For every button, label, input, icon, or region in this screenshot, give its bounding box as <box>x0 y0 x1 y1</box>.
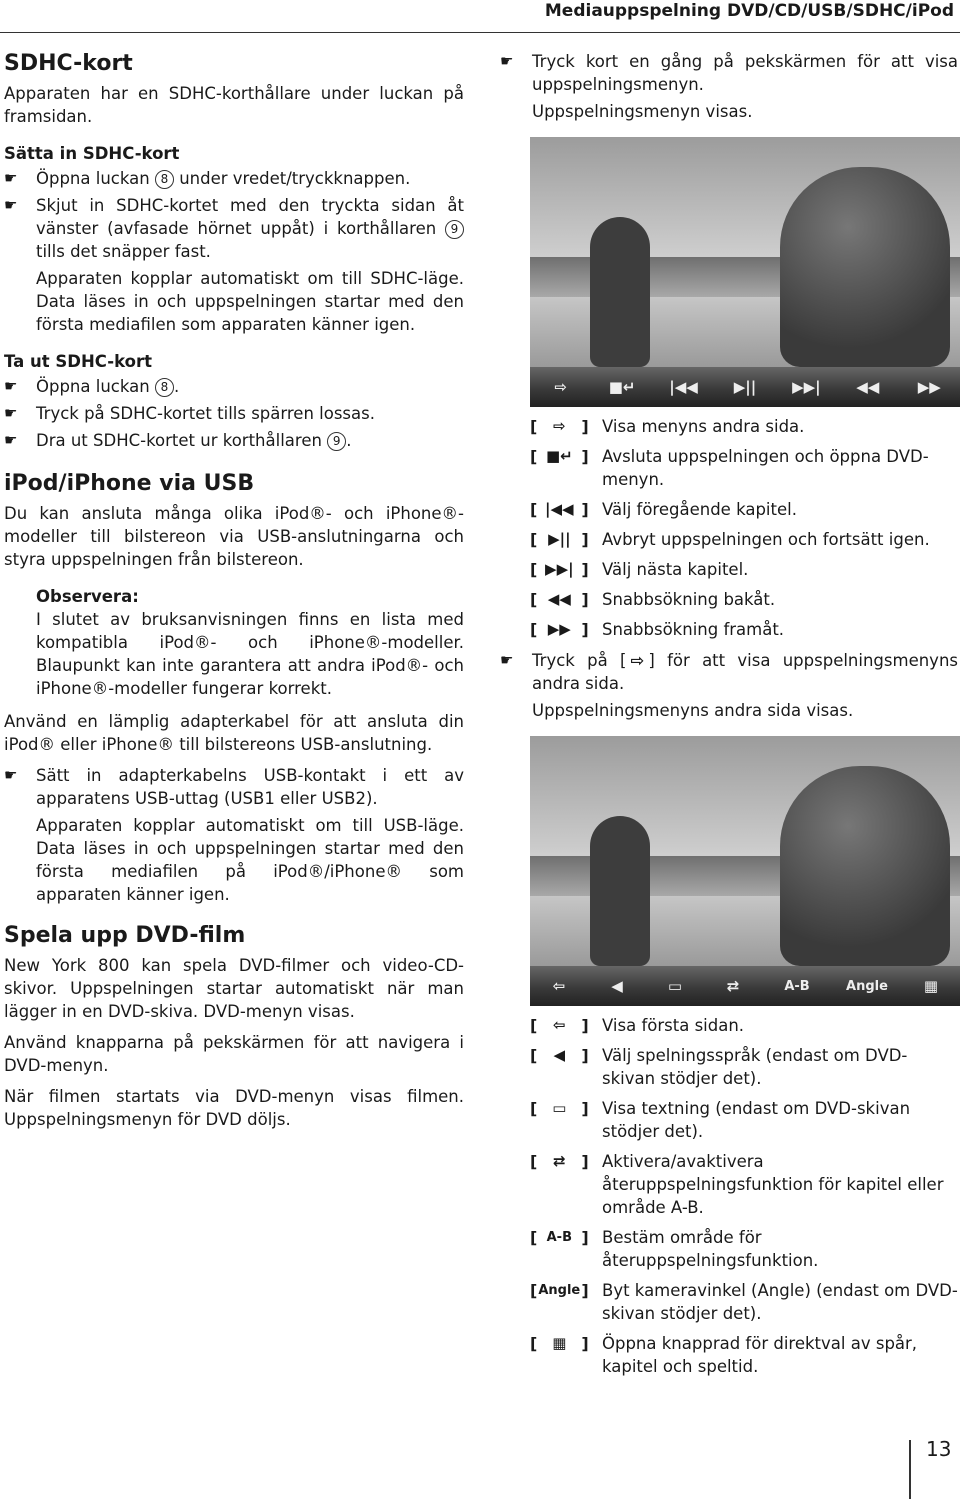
pointing-hand-icon: ☛ <box>4 404 18 422</box>
playback-control-bar-page-2 <box>530 966 960 1006</box>
page-number-rule <box>909 1440 911 1499</box>
dvd-p2: Använd knapparna på pekskärmen för att navigera i DVD-menyn. <box>4 1033 464 1075</box>
note-text: I slutet av bruksanvisningen finns en lista med kompatibla iPod®- och iPhone®-modeller. Blaupunkt kan inte garantera att andra iPod®- och iPhone®-modeller fungerar korrekt. <box>36 610 464 698</box>
insert-step-1: ☛ Öppna luckan 8 under vredet/tryckknappen. <box>4 169 411 188</box>
list-item: [ ▦ ] Öppna knapprad för direktval av spår, kapitel och speltid. <box>530 1334 918 1376</box>
insert-step-2: ☛ Skjut in SDHC-kortet med den tryckta sidan åt vänster (avfasade hörnet uppåt) i korthållaren 9 tills det snäpper fast. <box>4 196 464 261</box>
note-title: Observera: <box>36 587 139 606</box>
callout-number: 9 <box>445 220 464 239</box>
photo-figure-child <box>590 217 650 367</box>
stop-return-icon: ■↵ <box>545 447 573 465</box>
icon-list-page-1 <box>530 415 958 641</box>
first-page-icon: ⇦ <box>553 1016 566 1034</box>
page-header-title: Mediauppspelning DVD/CD/USB/SDHC/iPod <box>544 1 954 21</box>
list-item: [ ⇄ ] Aktivera/avaktivera återuppspelningsfunktion för kapitel eller område A-B. <box>530 1152 944 1217</box>
pointing-hand-icon: ☛ <box>4 169 18 187</box>
list-item: [ Angle ] Byt kameravinkel (Angle) (endast om DVD-skivan stödjer det). <box>530 1281 958 1323</box>
photo-figure-child <box>590 816 650 966</box>
play-pause-icon: ▶|| <box>548 530 571 548</box>
pointing-hand-icon: ☛ <box>4 377 18 395</box>
dvd-p1: New York 800 kan spela DVD-filmer och video-CD-skivor. Uppspelningen startar automatiskt när man lägger in en DVD-skiva. DVD-menyn visas. <box>4 956 464 1021</box>
left-column <box>4 40 464 1139</box>
photo-figure-woman <box>780 766 950 966</box>
note-box <box>4 585 464 700</box>
next-chapter-icon: ▶▶| <box>545 560 574 578</box>
next-page-icon: ⇨ <box>630 651 645 670</box>
list-item: [ ■↵ ] Avsluta uppspelningen och öppna DVD-menyn. <box>530 447 929 489</box>
ipod-intro: Du kan ansluta många olika iPod®- och iPhone®-modeller till bilstereon via USB-anslutningarna och styra uppspelningen från bilstereon. <box>4 504 464 569</box>
audio-language-icon: ◀ <box>553 1046 566 1064</box>
callout-number: 8 <box>155 378 174 397</box>
play-pause-icon[interactable]: ▶|| <box>733 377 757 396</box>
pointing-hand-icon: ☛ <box>4 431 18 449</box>
angle-label: Angle <box>538 1283 581 1298</box>
list-item: [ ◀ ] Välj spelningsspråk (endast om DVD-skivan stödjer det). <box>530 1046 908 1088</box>
keypad-icon: ▦ <box>552 1334 567 1352</box>
fast-forward-icon: ▶▶ <box>547 620 571 638</box>
remove-sdhc-heading: Ta ut SDHC-kort <box>4 352 153 371</box>
keypad-icon[interactable]: ▦ <box>923 976 939 995</box>
pointing-hand-icon: ☛ <box>500 651 514 669</box>
header-rule <box>0 32 960 33</box>
next-page-icon: ⇨ <box>553 417 566 435</box>
adapter-text: Använd en lämplig adapterkabel för att ansluta din iPod® eller iPhone® till bilstereons USB-anslutning. <box>4 712 464 754</box>
next-chapter-icon[interactable]: ▶▶| <box>792 377 821 396</box>
subtitle-icon[interactable]: ▭ <box>667 976 683 995</box>
dvd-p3: När filmen startats via DVD-menyn visas filmen. Uppspelningsmenyn för DVD döljs. <box>4 1087 464 1129</box>
usb-result: Apparaten kopplar automatiskt om till USB-läge. Data läses in och uppspelningen startar med den första mediafilen på iPod®/iPhone® som apparaten känner igen. <box>36 816 464 904</box>
first-page-icon[interactable]: ⇦ <box>552 976 566 995</box>
list-item: [ ⇦ ] Visa första sidan. <box>530 1016 745 1035</box>
pointing-hand-icon: ☛ <box>500 52 514 70</box>
list-item: [ ▶|| ] Avbryt uppspelningen och fortsätt igen. <box>530 530 930 549</box>
icon-list-page-2 <box>530 1014 958 1378</box>
tap-screen-step: ☛ Tryck kort en gång på pekskärmen för att visa uppspelningsmenyn. <box>500 52 958 94</box>
dvd-heading: Spela upp DVD-film <box>4 923 246 948</box>
list-item: [ ▶▶| ] Välj nästa kapitel. <box>530 560 749 579</box>
previous-chapter-icon[interactable]: |◀◀ <box>669 377 698 396</box>
pointing-hand-icon: ☛ <box>4 766 18 784</box>
subtitle-icon: ▭ <box>552 1099 567 1117</box>
ab-button[interactable]: A-B <box>784 978 810 994</box>
rewind-icon: ◀◀ <box>547 590 571 608</box>
repeat-icon: ⇄ <box>553 1152 566 1170</box>
callout-number: 9 <box>327 432 346 451</box>
list-item: [ ⇨ ] Visa menyns andra sida. <box>530 417 805 436</box>
usb-step: ☛ Sätt in adapterkabelns USB-kontakt i ett av apparatens USB-uttag (USB1 eller USB2). <box>4 766 464 808</box>
list-item: [ ▶▶ ] Snabbsökning framåt. <box>530 620 785 639</box>
previous-chapter-icon: |◀◀ <box>545 500 574 518</box>
right-column <box>500 40 958 1386</box>
fast-forward-icon[interactable]: ▶▶ <box>917 377 941 396</box>
callout-number: 8 <box>155 170 174 189</box>
second-page-result: Uppspelningsmenyns andra sida visas. <box>532 701 854 720</box>
second-page-step: ☛ Tryck på [ ⇨ ] för att visa uppspelningsmenyns andra sida. <box>500 651 959 693</box>
remove-step-1: ☛ Öppna luckan 8 . <box>4 377 180 396</box>
ab-label: A-B <box>546 1230 572 1245</box>
ipod-heading: iPod/iPhone via USB <box>4 471 255 496</box>
playback-control-bar <box>530 367 960 407</box>
repeat-icon[interactable]: ⇄ <box>726 976 740 995</box>
sdhc-heading: SDHC-kort <box>4 51 133 76</box>
tap-screen-result: Uppspelningsmenyn visas. <box>532 102 753 121</box>
list-item: [ ▭ ] Visa textning (endast om DVD-skivan stödjer det). <box>530 1099 911 1141</box>
page-number: 13 <box>926 1437 952 1461</box>
audio-language-icon[interactable]: ◀ <box>611 976 623 995</box>
playback-screenshot-1 <box>530 137 960 407</box>
insert-sdhc-heading: Sätta in SDHC-kort <box>4 144 180 163</box>
pointing-hand-icon: ☛ <box>4 196 18 214</box>
photo-figure-woman <box>780 167 950 367</box>
angle-button[interactable]: Angle <box>846 978 888 994</box>
playback-screenshot-2 <box>530 736 960 1006</box>
remove-step-3: ☛ Dra ut SDHC-kortet ur korthållaren 9 . <box>4 431 352 450</box>
remove-step-2: ☛ Tryck på SDHC-kortet tills spärren lossas. <box>4 404 375 423</box>
next-page-icon[interactable]: ⇨ <box>554 377 567 396</box>
insert-result: Apparaten kopplar automatiskt om till SDHC-läge. Data läses in och uppspelningen startar med den första mediafilen som apparaten känner igen. <box>36 269 464 334</box>
stop-return-icon[interactable]: ■↵ <box>608 377 636 396</box>
list-item: [ A-B ] Bestäm område för återuppspelningsfunktion. <box>530 1228 819 1270</box>
list-item: [ |◀◀ ] Välj föregående kapitel. <box>530 500 797 519</box>
rewind-icon[interactable]: ◀◀ <box>856 377 880 396</box>
sdhc-intro: Apparaten har en SDHC-korthållare under luckan på framsidan. <box>4 84 464 126</box>
list-item: [ ◀◀ ] Snabbsökning bakåt. <box>530 590 776 609</box>
